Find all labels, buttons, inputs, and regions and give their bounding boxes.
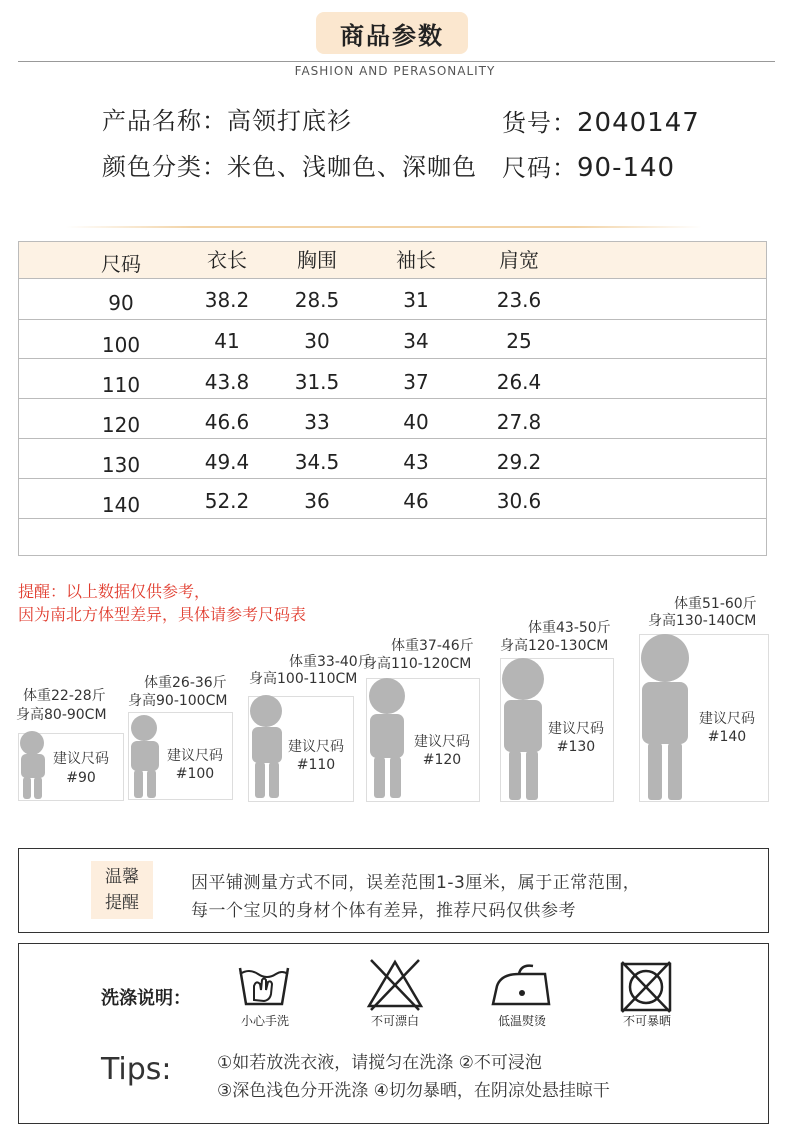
size-value: 90-140 (577, 153, 676, 183)
table-cell: 23.6 (496, 288, 542, 312)
header-divider (18, 61, 775, 62)
table-cell: 43 (403, 450, 429, 474)
table-cell: 100 (101, 333, 141, 357)
row-divider (19, 398, 766, 399)
kid-suggest: 建议尺码 (288, 739, 344, 755)
warm-tip-text-2: 每一个宝贝的身材个体有差异，推荐尺码仅供参考 (191, 901, 576, 921)
tips-label: Tips: (101, 1052, 172, 1087)
table-cell: 52.2 (204, 489, 250, 513)
warm-tip-text-1: 因平铺测量方式不同，误差范围1-3厘米，属于正常范围， (191, 873, 641, 893)
table-cell: 37 (403, 370, 429, 394)
kid-size: #100 (175, 766, 215, 782)
kid-weight: 体重26-36斤 (144, 675, 227, 691)
kid-height: 身高80-90CM (16, 707, 107, 723)
header-cell: 衣长 (207, 248, 247, 272)
table-cell: 27.8 (496, 410, 542, 434)
product-name-label: 产品名称： (102, 107, 227, 135)
table-cell: 46.6 (204, 410, 250, 434)
table-cell: 30 (304, 329, 330, 353)
low-iron-icon (489, 960, 555, 1010)
table-cell: 46 (403, 489, 429, 513)
table-cell: 33 (304, 410, 330, 434)
product-colors (102, 147, 477, 182)
kid-weight: 体重22-28斤 (23, 688, 106, 704)
warm-tip-label (91, 861, 153, 919)
wash-caption: 不可暴晒 (622, 1014, 671, 1028)
wash-caption: 小心手洗 (240, 1014, 289, 1028)
size-table (18, 241, 767, 556)
table-cell: 31 (403, 288, 429, 312)
reminder-line-1: 提醒：以上数据仅供参考， (18, 582, 211, 601)
color-value: 米色、浅咖色、深咖色 (227, 153, 477, 181)
kid-suggest: 建议尺码 (414, 734, 470, 750)
no-bleach-icon (365, 956, 425, 1012)
kid-height: 身高120-130CM (500, 638, 609, 654)
row-divider (19, 358, 766, 359)
info-divider (66, 226, 702, 228)
table-cell: 34.5 (294, 450, 340, 474)
color-label: 颜色分类： (102, 153, 227, 181)
row-divider (19, 319, 766, 320)
kid-height: 身高110-120CM (363, 656, 472, 672)
size-guide (0, 590, 790, 830)
reminder-line-2: 因为南北方体型差异，具体请参考尺码表 (18, 605, 307, 624)
table-cell: 120 (101, 413, 141, 437)
kid-suggest: 建议尺码 (53, 751, 109, 767)
row-divider (19, 518, 766, 519)
kid-size: #120 (422, 752, 462, 768)
table-cell: 40 (403, 410, 429, 434)
warm-tip-label-line: 温馨 (105, 867, 139, 887)
wash-title: 洗涤说明： (101, 988, 191, 1009)
table-cell: 30.6 (496, 489, 542, 513)
child-silhouette-icon (634, 632, 698, 802)
kid-height: 身高90-100CM (128, 693, 228, 709)
table-cell: 26.4 (496, 370, 542, 394)
kid-height: 身高100-110CM (249, 671, 358, 687)
warm-tip-label-line: 提醒 (105, 893, 139, 913)
item-number-label: 货号： (502, 109, 577, 137)
kid-suggest: 建议尺码 (167, 748, 223, 764)
table-cell: 49.4 (204, 450, 250, 474)
table-cell: 43.8 (204, 370, 250, 394)
kid-size: #90 (66, 770, 96, 786)
wash-caption: 低温熨烫 (497, 1014, 546, 1028)
kid-suggest: 建议尺码 (699, 711, 755, 727)
tips-text-1: ①如若放洗衣液，请搅匀在洗涤 ②不可浸泡 (217, 1053, 542, 1073)
header-cell: 尺码 (101, 252, 141, 276)
table-cell: 41 (214, 329, 240, 353)
row-divider (19, 278, 766, 279)
kid-weight: 体重33-40斤 (289, 654, 372, 670)
table-cell: 38.2 (204, 288, 250, 312)
table-cell: 25 (506, 329, 532, 353)
hand-wash-icon (234, 960, 294, 1012)
kid-size: #110 (296, 757, 336, 773)
product-name (102, 101, 352, 136)
row-divider (19, 438, 766, 439)
item-number-value: 2040147 (577, 108, 700, 138)
table-cell: 31.5 (294, 370, 340, 394)
table-cell: 140 (101, 493, 141, 517)
table-cell: 29.2 (496, 450, 542, 474)
page-title: 商品参数 (316, 12, 468, 54)
kid-suggest: 建议尺码 (548, 721, 604, 737)
item-number (502, 103, 700, 138)
no-sun-dry-icon (616, 956, 676, 1016)
table-cell: 130 (101, 453, 141, 477)
header-cell: 胸围 (297, 248, 337, 272)
header-cell: 袖长 (396, 248, 436, 272)
wash-caption: 不可漂白 (370, 1014, 419, 1028)
kid-height: 身高130-140CM (648, 613, 757, 629)
product-name-value: 高领打底衫 (227, 107, 352, 135)
header-cell: 肩宽 (499, 248, 539, 272)
row-divider (19, 478, 766, 479)
table-cell: 28.5 (294, 288, 340, 312)
tips-text-2: ③深色浅色分开洗涤 ④切勿暴晒，在阴凉处悬挂晾干 (217, 1081, 610, 1101)
size-label: 尺码： (502, 154, 577, 182)
wash-instructions-box (18, 943, 769, 1124)
table-cell: 110 (101, 373, 141, 397)
warm-tip-box (18, 848, 769, 933)
kid-weight: 体重37-46斤 (391, 638, 474, 654)
product-size-range (502, 148, 675, 183)
header-subtitle: FASHION AND PERASONALITY (294, 64, 496, 78)
table-cell: 36 (304, 489, 330, 513)
kid-size: #140 (707, 729, 747, 745)
table-header (19, 242, 766, 278)
kid-weight: 体重51-60斤 (674, 596, 757, 612)
table-cell: 90 (108, 291, 134, 315)
kid-size: #130 (556, 739, 596, 755)
table-cell: 34 (403, 329, 429, 353)
kid-weight: 体重43-50斤 (528, 620, 611, 636)
